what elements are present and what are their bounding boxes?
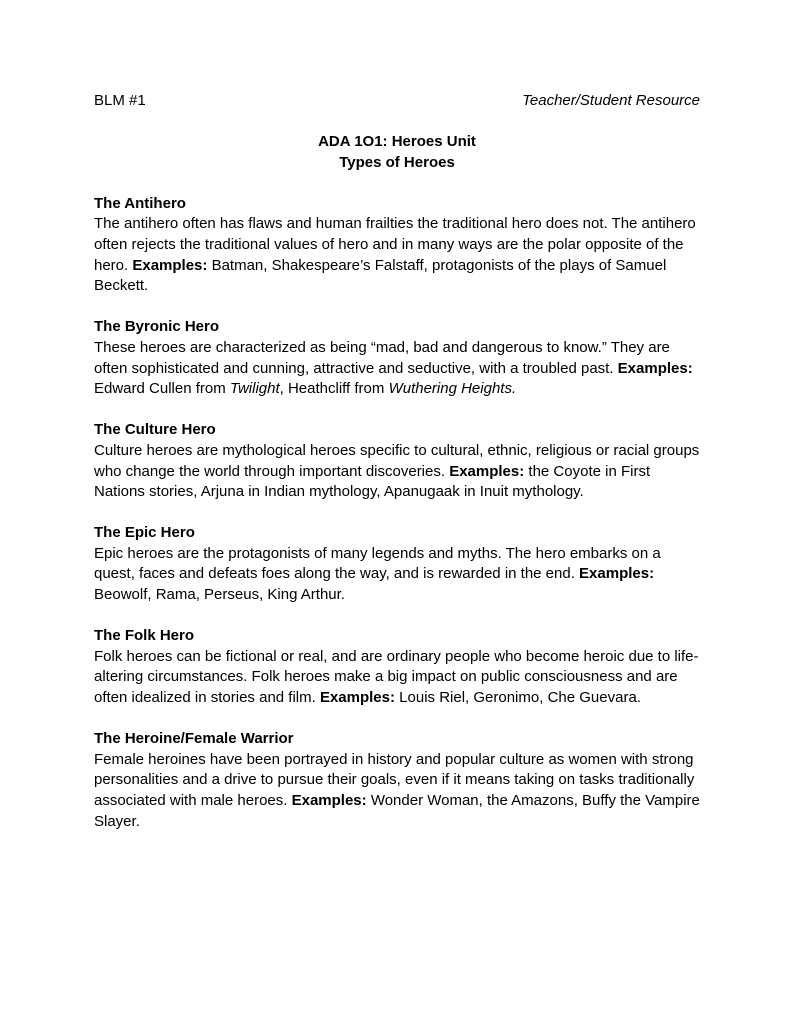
title-line-1: ADA 1O1: Heroes Unit — [318, 133, 476, 150]
hero-type-section — [94, 523, 700, 605]
description-text: Louis Riel, Geronimo, Che Guevara. — [395, 689, 641, 707]
section-heading: The Antihero — [94, 194, 186, 212]
examples-label: Examples: — [579, 565, 655, 583]
description-text: These heroes are characterized as being “mad, bad and dangerous to know.” They are often sophisticated and cunning, attractive and seductive, with a troubled past. — [94, 338, 670, 377]
description-text: Wonder Woman, the Amazons, Buffy the Vampire Slayer. — [94, 792, 700, 830]
section-description — [94, 750, 700, 832]
description-text: the Coyote in First Nations stories, Arjuna in Indian mythology, Apanugaak in Inuit mythology. — [94, 462, 651, 501]
examples-label: Examples: — [319, 689, 395, 707]
examples-label: Examples: — [132, 256, 208, 274]
section-heading: The Culture Hero — [94, 421, 216, 439]
section-description — [94, 214, 700, 296]
examples-label: Examples: — [291, 792, 367, 809]
description-text: The antihero often has flaws and human frailties the traditional hero does not. The antihero often rejects the traditional values of hero and in many ways are the polar opposite of the hero. — [94, 215, 696, 274]
section-heading: The Epic Hero — [94, 524, 195, 542]
page-header — [94, 91, 700, 113]
header-right-label: Teacher/Student Resource — [522, 92, 700, 109]
description-text: Folk heroes can be fictional or real, and are ordinary people who become heroic due to life-altering circumstances. Folk heroes make a big impact on public consciousness and are often idealized in stories and film. — [94, 647, 699, 707]
hero-type-section — [94, 626, 700, 708]
section-description — [94, 441, 700, 503]
description-text: Beowolf, Rama, Perseus, King Arthur. — [94, 586, 345, 604]
description-text: Culture heroes are mythological heroes specific to cultural, ethnic, religious or racial groups who change the world through important discoveries. — [94, 441, 700, 480]
hero-type-section — [94, 729, 700, 832]
hero-type-section — [94, 420, 700, 502]
document-title — [94, 132, 700, 173]
description-text: Batman, Shakespeare’s Falstaff, protagonists of the plays of Samuel Beckett. — [94, 256, 667, 295]
work-title: Wuthering Heights. — [388, 380, 517, 398]
description-text: Female heroines have been portrayed in history and popular culture as women with strong personalities and a drive to pursue their goals, even if it means taking on tasks traditionally associated with male heroes. — [94, 750, 695, 809]
work-title: Twilight — [229, 380, 280, 398]
examples-label: Examples: — [449, 462, 525, 480]
hero-types-list — [94, 194, 700, 832]
title-line-2: Types of Heroes — [339, 153, 455, 171]
section-description — [94, 544, 700, 606]
section-heading: The Folk Hero — [94, 627, 195, 645]
section-heading: The Heroine/Female Warrior — [94, 730, 294, 748]
description-text: , Heathcliff from — [279, 380, 389, 398]
section-heading: The Byronic Hero — [94, 318, 220, 336]
hero-type-section — [94, 194, 700, 297]
section-description — [94, 647, 700, 709]
document-page — [94, 91, 700, 832]
header-left-label: BLM #1 — [94, 92, 146, 109]
hero-type-section — [94, 317, 700, 399]
examples-label: Examples: — [617, 359, 693, 377]
description-text: Edward Cullen from — [94, 380, 230, 398]
section-description — [94, 338, 700, 400]
description-text: Epic heroes are the protagonists of many legends and myths. The hero embarks on a quest, faces and defeats foes along the way, and is rewarded in the end. — [94, 544, 661, 583]
